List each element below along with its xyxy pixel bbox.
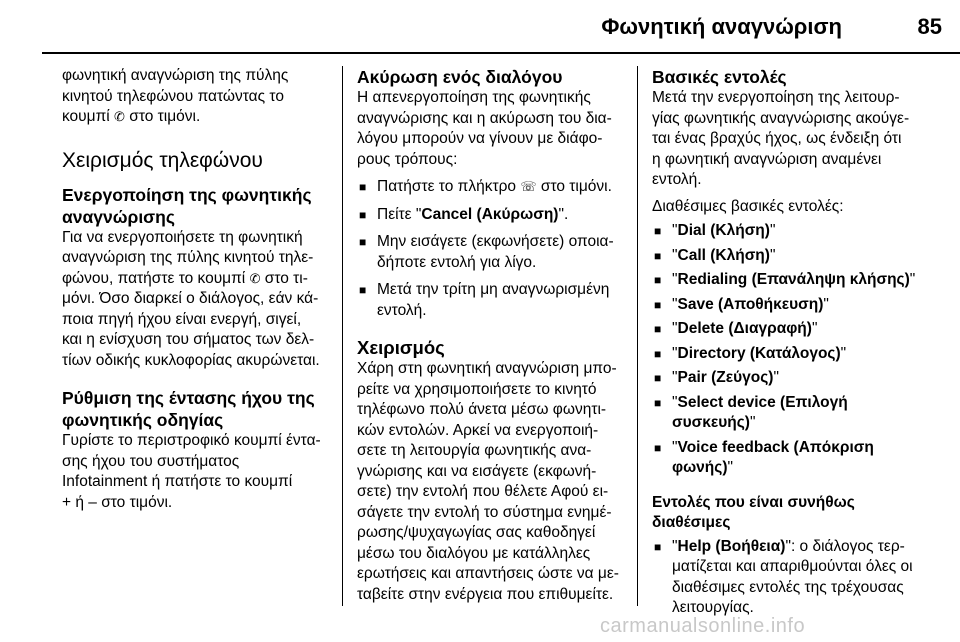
command-list: [652, 221, 952, 479]
list-item: ■ "Pair (Ζεύγος)": [652, 368, 952, 389]
subsection-title: Ενεργοποίηση της φωνητικής αναγνώρισης: [62, 184, 312, 227]
list-item: ■ Μην εισάγετε (εκφωνήσετε) οποια- δήποτε εντολή για λίγο.: [357, 232, 633, 273]
page-number: 85: [917, 14, 942, 39]
list-item: ■ "Save (Αποθήκευση)": [652, 295, 952, 316]
column-2: [357, 66, 633, 605]
list-item: ■ "Redialing (Επανάληψη κλήσης)": [652, 270, 952, 291]
bullet-list: [357, 177, 633, 321]
list-item: ■ Μετά την τρίτη μη αναγνωρισμένη εντολή.: [357, 280, 633, 321]
bullet-list: [652, 537, 952, 619]
body-paragraph: Χάρη στη φωνητική αναγνώριση μπο- ρείτε να χρησιμοποιήσετε το κινητό τηλέφωνο πολύ άνετα μέσω φωνητι- κών εντολών. Αρκεί να ενεργοποιή- σετε τη λειτουργία φωνητικής ανα- γνώρισης και να εισάγετε (εκφωνή- σετε) την εντολή που θέλετε Αφού ει- σάγετε την εντολή το σύστημα ενημέ- ρωσης/ψυχαγωγίας σας καθοδηγεί μέσω του διαλόγου με κατάλληλες ερωτήσεις και απαντήσεις ώστε να με- ταβείτε στην ενέργεια που επιθυμείτε.: [357, 360, 619, 603]
column-3: [652, 66, 952, 619]
watermark: carmanualsonline.info: [600, 615, 806, 637]
list-item: ■ "Voice feedback (Απόκριση φωνής)": [652, 438, 952, 479]
intro-paragraph: φωνητική αναγνώριση της πύλης κινητού τηλεφώνου πατώντας το κουμπί ✆ στο τιμόνι.: [62, 67, 289, 125]
column-1: [62, 66, 338, 513]
list-item: ■ "Call (Κλήση)": [652, 246, 952, 267]
end-call-icon: ☏: [520, 179, 537, 194]
list-item: ■ Πείτε "Cancel (Ακύρωση)".: [357, 205, 633, 226]
column-divider: [342, 66, 343, 606]
list-item: ■ "Delete (Διαγραφή)": [652, 319, 952, 340]
list-item: ■ "Select device (Επιλογή συσκευής)": [652, 393, 952, 434]
column-divider: [637, 66, 638, 606]
page-header-title: Φωνητική αναγνώριση: [601, 14, 842, 39]
list-item: ■ Πατήστε το πλήκτρο ☏ στο τιμόνι.: [357, 177, 633, 198]
voice-command-icon: ✆: [114, 109, 125, 124]
subsection-title: Χειρισμός: [357, 337, 445, 358]
subsection-title: Εντολές που είναι συνήθως διαθέσιμες: [652, 493, 855, 531]
body-paragraph: Η απενεργοποίηση της φωνητικής αναγνώρισης και η ακύρωση του δια- λόγου μπορούν να γίνουν με διάφο- ρους τρόπους:: [357, 89, 612, 168]
list-item: ■ "Help (Βοήθεια)": ο διάλογος τερ- ματίζεται και απαριθμούνται όλες οι διαθέσιμες εντολές της τρέχουσας λειτουργίας.: [652, 537, 952, 619]
list-item: ■ "Dial (Κλήση)": [652, 221, 952, 242]
subsection-title: Ακύρωση ενός διαλόγου: [357, 67, 563, 87]
body-paragraph: Γυρίστε το περιστροφικό κουμπί έντα- σης ήχου του συστήματος Infotainment ή πατήστε το κουμπί + ή – στο τιμόνι.: [62, 432, 321, 511]
voice-command-icon: ✆: [249, 270, 261, 286]
body-paragraph: Μετά την ενεργοποίηση της λειτουρ- γίας φωνητικής αναγνώρισης ακούγε- ται ένας βραχύς ήχος, ως ένδειξη ότι η φωνητική αναγνώριση αναμένει εντολή.: [652, 89, 910, 188]
body-paragraph: Διαθέσιμες βασικές εντολές:: [652, 197, 844, 215]
section-title: Χειρισμός τηλεφώνου: [62, 148, 263, 172]
body-paragraph: Για να ενεργοποιήσετε τη φωνητική αναγνώριση της πύλης κινητού τηλε- φώνου, πατήστε το κουμπί ✆ στο τι- μόνι. Όσο διαρκεί ο διάλογος, εάν κά- ποια πηγή ήχου είναι ενεργή, σιγεί, και η ενίσχυση του σήματος των δελ- τίων οδικής κυκλοφορίας ακυρώνεται.: [62, 228, 320, 369]
subsection-title: Ρύθμιση της έντασης ήχου της φωνητικής οδηγίας: [62, 388, 315, 430]
subsection-title: Βασικές εντολές: [652, 67, 787, 87]
list-item: ■ "Directory (Κατάλογος)": [652, 344, 952, 365]
header-rule: [42, 52, 960, 54]
